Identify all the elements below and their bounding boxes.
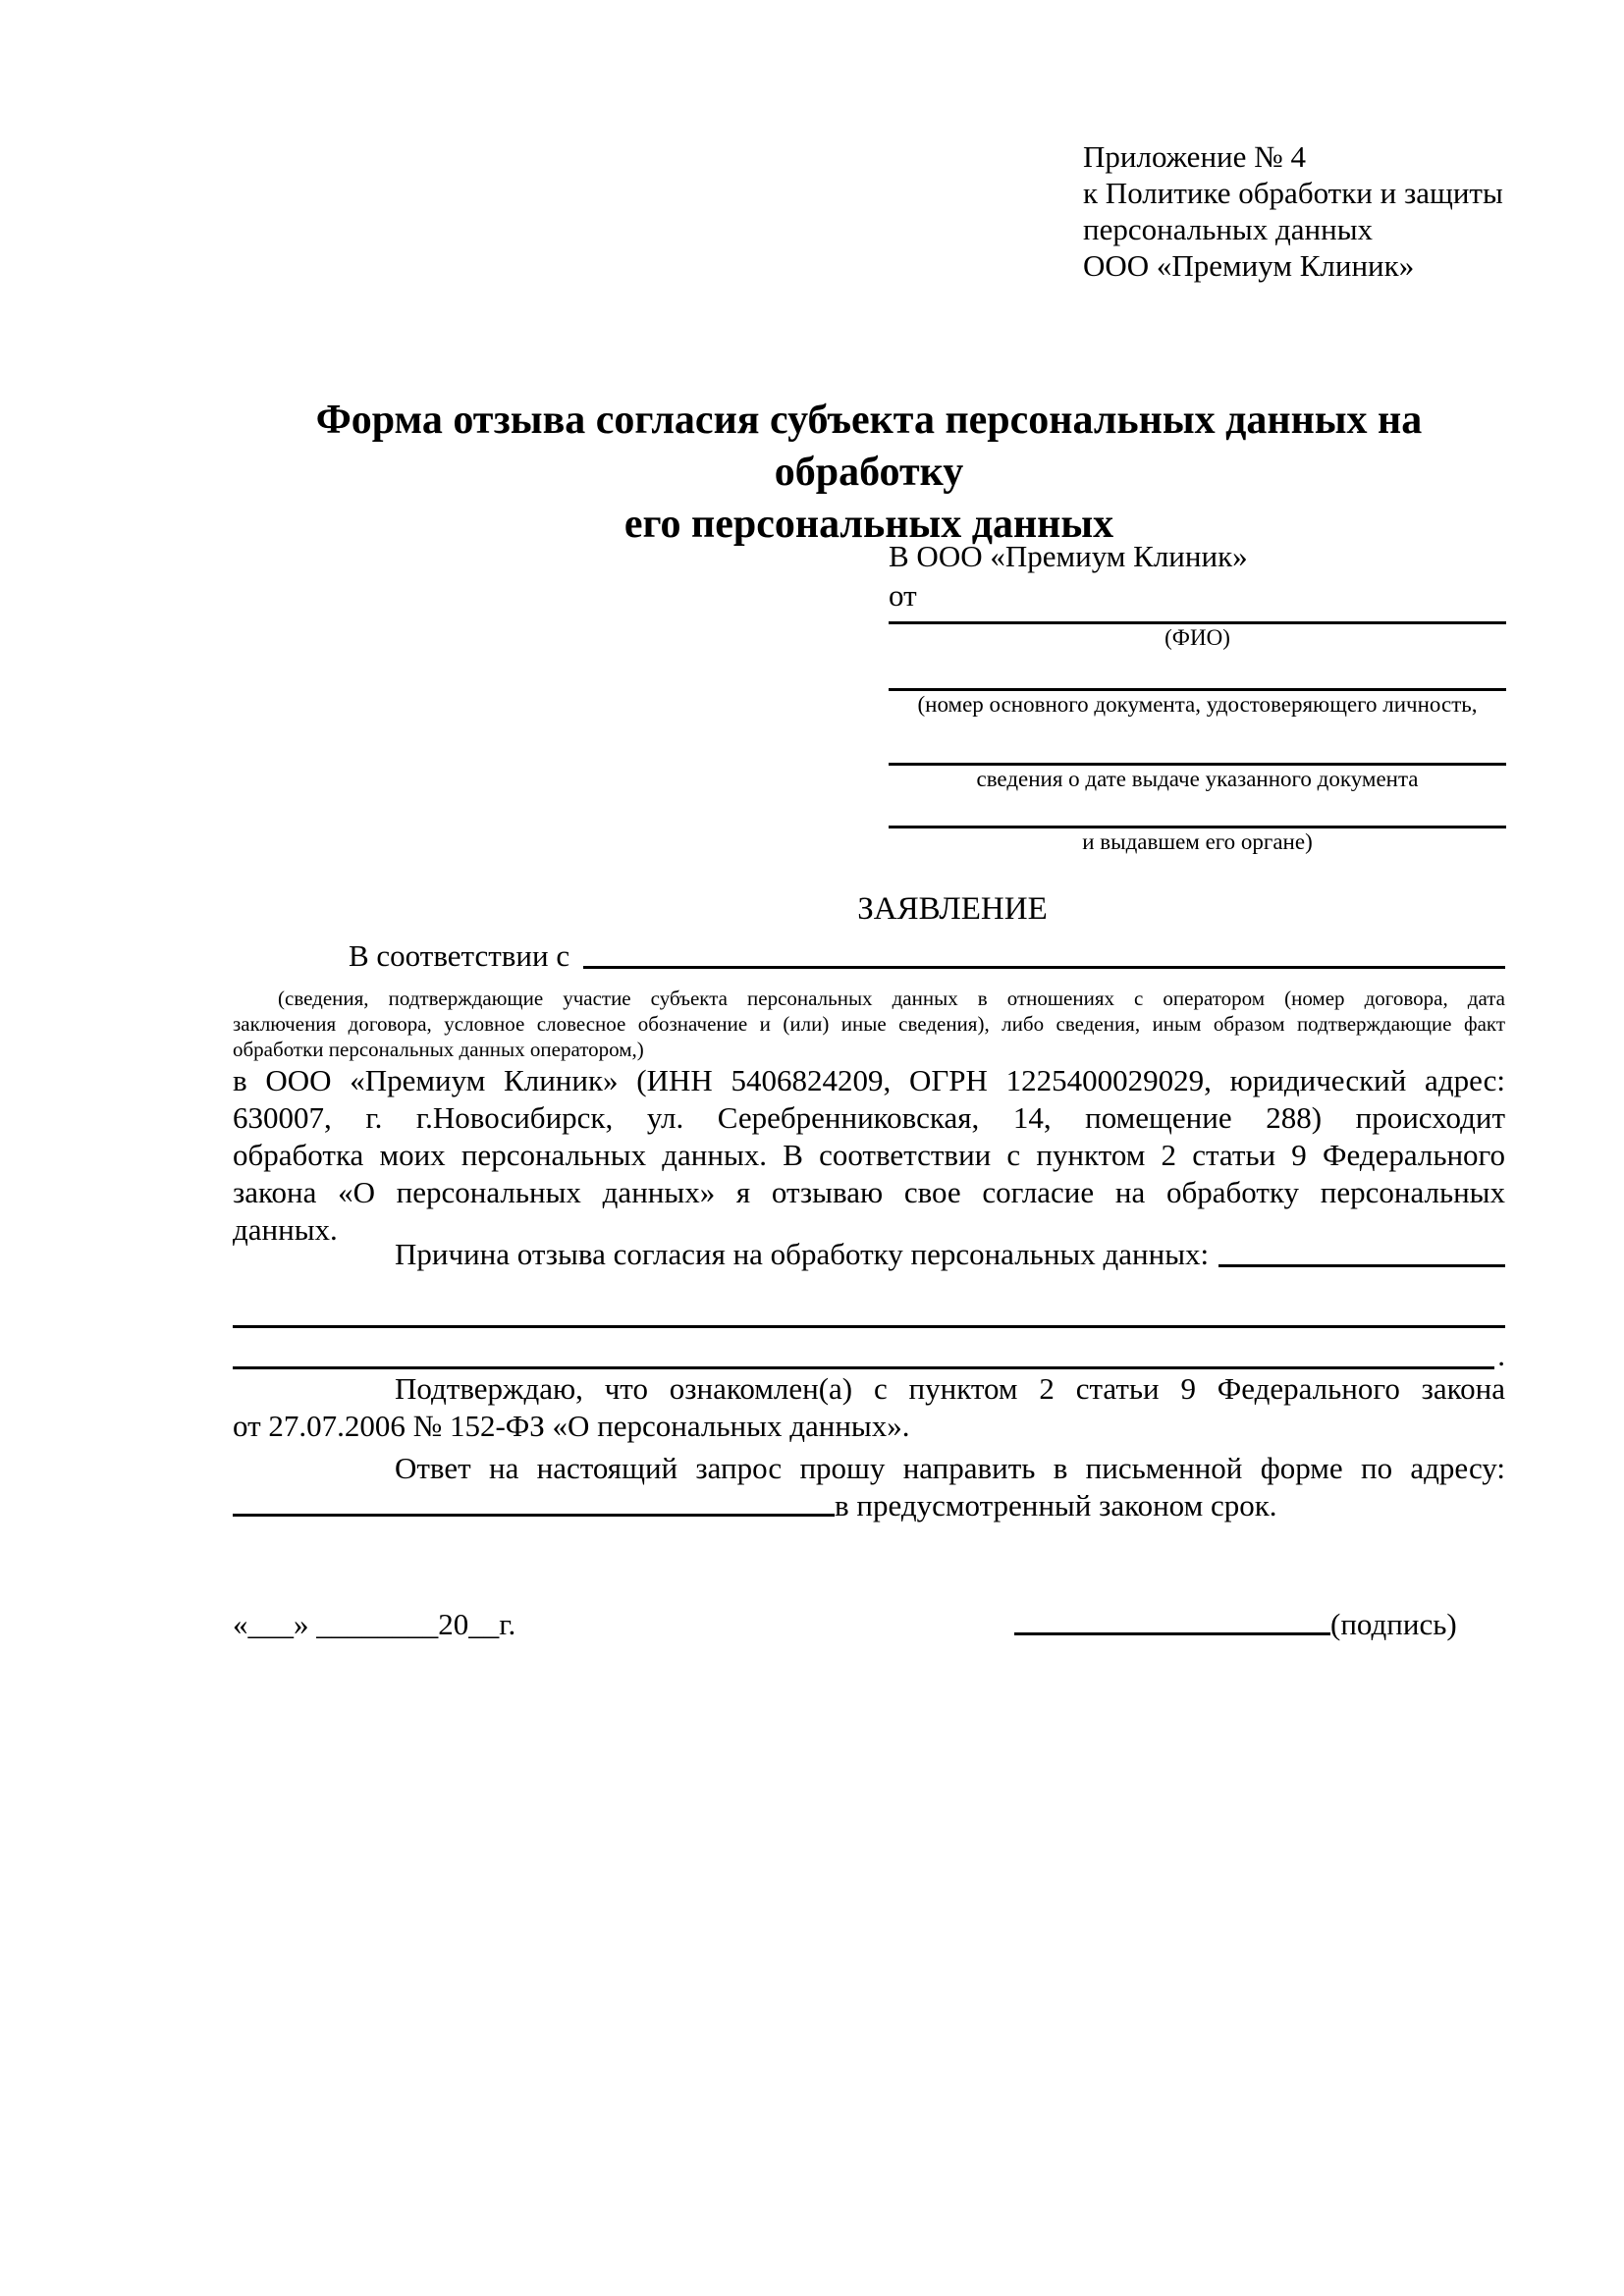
fio-caption: (ФИО)	[1164, 625, 1230, 650]
reason-blank-line	[1218, 1264, 1505, 1267]
intro-note	[233, 986, 1505, 1062]
reason-trailing-period: .	[1497, 1338, 1505, 1372]
body-line: обработка моих персональных данных. В соответствии с пунктом 2 статьи 9 Федерального	[233, 1138, 1505, 1172]
confirmation-line: от 27.07.2006 № 152-ФЗ «О персональных данных».	[233, 1409, 910, 1443]
document-title-line: Форма отзыва согласия субъекта персональных данных на обработку	[315, 398, 1423, 495]
annex-note	[1083, 138, 1515, 284]
annex-note-line: ООО «Премиум Клиник»	[1083, 248, 1415, 283]
reply-address-blank-line	[233, 1514, 835, 1517]
reply-suffix: в предусмотренный законом срок.	[835, 1488, 1277, 1522]
intro-note-line: (сведения, подтверждающие участие субъекта персональных данных в отношениях с оператором (номер договора, дата	[278, 987, 1505, 1010]
issue-date-caption: сведения о дате выдаче указанного документа	[976, 767, 1419, 791]
signature-blank-line	[1014, 1632, 1330, 1635]
body-paragraph	[233, 1062, 1505, 1249]
body-line: закона «О персональных данных» я отзываю свое согласие на обработку персональных	[233, 1175, 1505, 1209]
document-title	[233, 395, 1505, 551]
signature-group	[1014, 1606, 1457, 1643]
addressee-from-label: от	[889, 578, 917, 613]
body-line: в ООО «Премиум Клиник» (ИНН 5406824209, ОГРН 1225400029029, юридический адрес:	[233, 1063, 1505, 1097]
addressee-block	[889, 537, 1506, 855]
intro-note-line: заключения договора, условное словесное обозначение и (или) иные сведения), либо сведения, иным образом подтверждающие факт	[233, 1012, 1505, 1036]
reason-blank-line-3-rule	[233, 1340, 1494, 1369]
signature-caption: (подпись)	[1330, 1607, 1457, 1641]
reason-label: Причина отзыва согласия на обработку персональных данных:	[395, 1237, 1210, 1271]
confirmation-paragraph	[233, 1370, 1505, 1445]
body-line: данных.	[233, 1212, 338, 1247]
annex-note-line: Приложение № 4	[1083, 139, 1306, 174]
date-line: «___» ________20__г.	[233, 1607, 516, 1641]
intro-row	[233, 936, 1505, 976]
addressee-organization: В ООО «Премиум Клиник»	[889, 539, 1248, 573]
document-title-line: его персональных данных	[623, 502, 1114, 547]
reason-blank-line-3	[233, 1340, 1505, 1370]
reply-request-line: Ответ на настоящий запрос прошу направить в письменной форме по адресу:	[395, 1451, 1505, 1485]
reason-blank-line-2	[233, 1325, 1505, 1328]
issuing-authority-caption: и выдавшем его органе)	[1082, 829, 1313, 854]
reply-address-row	[233, 1487, 1505, 1524]
id-document-caption: (номер основного документа, удостоверяющего личность,	[917, 692, 1478, 717]
statement-heading: ЗАЯВЛЕНИЕ	[857, 891, 1048, 927]
confirmation-line: Подтверждаю, что ознакомлен(а) с пунктом 2 статьи 9 Федерального закона	[395, 1371, 1505, 1406]
intro-blank-line	[583, 966, 1505, 969]
reason-row	[233, 1235, 1505, 1274]
intro-note-line: обработки персональных данных оператором,)	[233, 1038, 644, 1061]
body-line: 630007, г. г.Новосибирск, ул. Серебренниковская, 14, помещение 288) происходит	[233, 1100, 1505, 1135]
annex-note-line: к Политике обработки и защиты	[1083, 176, 1503, 210]
annex-note-line: персональных данных	[1083, 212, 1374, 246]
intro-prefix: В соответствии с	[349, 938, 570, 973]
